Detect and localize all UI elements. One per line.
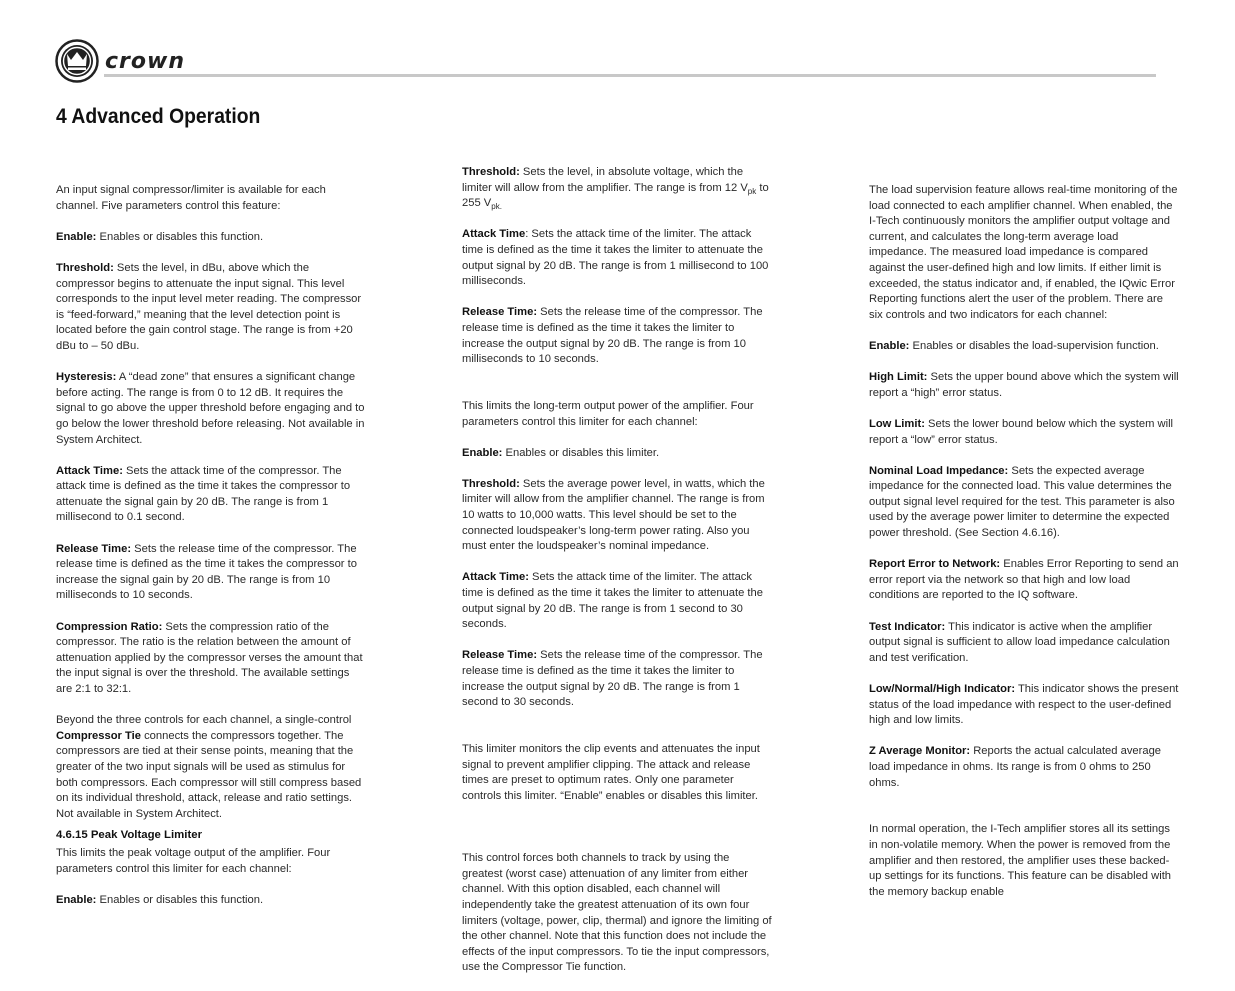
chapter-title: 4 Advanced Operation (56, 105, 261, 128)
crown-emblem-icon (55, 39, 99, 83)
peak-attack: Attack Time: Sets the attack time of the limiter. The attack time is defined as the time it takes the limiter to attenuate the output signal by 20 dB. The range is from 1 millisecond to 100 milliseconds. (462, 228, 769, 288)
load-z-average: Z Average Monitor: Reports the actual calculated average load impedance in ohms. Its range is from 0 ohms to 250 ohms. (869, 745, 1162, 789)
load-test-indicator: Test Indicator: This indicator is active when the amplifier output signal is sufficient to allow load impedance calculation and test verification. (869, 620, 1170, 664)
column-middle (462, 165, 772, 991)
brand-wordmark: crown (105, 48, 185, 74)
load-supervision-intro: The load supervision feature allows real-time monitoring of the load connected to each amplifier channel. When enabled, the I-Tech continuously monitors the amplifier output voltage and current, and calculates the long-term average load impedance. The measured load impedance is compared against the user-defined high and low limits. If either limit is exceeded, the status indicator and, if enabled, the IQwic Error Reporting functions alert the user of the problem. There are six controls and two indicators for each channel: (869, 184, 1178, 321)
column-right (869, 183, 1179, 916)
peak-voltage-enable: Enable: Enables or disables this function. (56, 893, 264, 906)
column-left (56, 183, 366, 924)
peak-voltage-heading: 4.6.15 Peak Voltage Limiter (56, 829, 203, 842)
power-release: Release Time: Sets the release time of the compressor. The release time is defined as the time it takes the limiter to increase the output signal by 20 dB. The range is from 1 second to 30 seconds. (462, 649, 763, 709)
load-enable: Enable: Enables or disables the load-supervision function. (869, 339, 1159, 352)
power-attack: Attack Time: Sets the attack time of the limiter. The attack time is defined as the time it takes the limiter to attenuate the output signal by 20 dB. The range is from 1 second to 30 seconds. (462, 571, 763, 631)
peak-threshold: Threshold: Sets the level, in absolute voltage, which the limiter will allow from the amplifier. The range is from 12 $V_{pk}$ to 255 $V_{pk.}$ (462, 166, 769, 212)
channel-track-text: This control forces both channels to track by using the greatest (worst case) attenuation of any limiter from either channel. With this option disabled, each channel will independently take the greatest attenuation of its own four limiters (voltage, power, clip, thermal) and ignore the limiting of the other channel. Note that this function does not include the effects of the input compressors. To tie the input compressors, use the Compressor Tie function. (462, 852, 772, 974)
load-high-limit: High Limit: Sets the upper bound above which the system will report a “high” error status. (869, 371, 1179, 399)
peak-release: Release Time: Sets the release time of the compressor. The release time is defined as the time it takes the limiter to increase the output signal by 20 dB. The range is from 10 milliseconds to 10 seconds. (462, 306, 763, 366)
compressor-enable: Enable: Enables or disables this function. (56, 230, 264, 243)
power-threshold: Threshold: Sets the average power level, in watts, which the limiter will allow from the amplifier channel. The range is from 10 watts to 10,000 watts. This level should be set to the connected loudspeaker’s long-term power rating. Also you must enter the loudspeaker’s nominal impedance. (462, 477, 765, 553)
compressor-tie: Beyond the three controls for each channel, a single-control Compressor Tie connects the compressors together. The compressors are tied at their sense points, meaning that the greater of the two input signals will be used as stimulus for both compressors. Each compressor will still compress based on its individual threshold, attack, release and ratio settings. Not available in System Architect. (56, 714, 362, 820)
power-limiter-intro: This limits the long-term output power of the amplifier. Four parameters control this limiter for each channel: (462, 399, 754, 428)
clip-limiter-text: This limiter monitors the clip events and attenuates the input signal to prevent amplifier clipping. The attack and release times are preset to optimum rates. Only one parameter controls this limiter. “Enable” enables or disables this limiter. (462, 742, 760, 802)
memory-backup-text: In normal operation, the I-Tech amplifier stores all its settings in non-volatile memory. When the power is removed from the amplifier and then restored, the amplifier uses these backed-up settings for its functions. This feature can be disabled with the memory backup enable (869, 823, 1172, 898)
header-rule (104, 74, 1156, 77)
load-lnh-indicator: Low/Normal/High Indicator: This indicator shows the present status of the load impedance with respect to the user-defined high and low limits. (869, 683, 1179, 727)
compressor-release: Release Time: Sets the release time of the compressor. The release time is defined as the time it takes the compressor to increase the signal gain by 20 dB. The range is from 10 milliseconds to 10 seconds. (56, 542, 357, 602)
load-low-limit: Low Limit: Sets the lower bound below which the system will report a “low” error status. (869, 417, 1174, 446)
compressor-attack: Attack Time: Sets the attack time of the compressor. The attack time is defined as the time it takes the compressor to attenuate the signal gain by 20 dB. The range is from 1 millisecond to 0.1 second. (56, 464, 351, 524)
load-nominal-impedance: Nominal Load Impedance: Sets the expected average impedance for the connected load. This value determines the output signal level required for the test. This parameter is also used by the average power limiter to determine the expected power threshold. (See Section 4.6.16). (869, 464, 1175, 540)
peak-voltage-intro: This limits the peak voltage output of the amplifier. Four parameters control this limiter for each channel: (56, 846, 331, 875)
compressor-ratio: Compression Ratio: Sets the compression ratio of the compressor. The ratio is the relation between the amount of attenuation applied by the compressor verses the amount that the input signal is over the threshold. The available settings are 2:1 to 32:1. (56, 620, 363, 695)
compressor-hysteresis: Hysteresis: A “dead zone” that ensures a significant change before acting. The range is from 0 to 12 dB. It requires the signal to go above the upper threshold before engaging and to go below the lower threshold before releasing. Not available in System Architect. (56, 371, 365, 446)
load-report-error: Report Error to Network: Enables Error Reporting to send an error report via the network so that high and low load conditions are reported to the IQ software. (869, 558, 1179, 602)
compressor-threshold: Threshold: Sets the level, in dBu, above which the compressor begins to attenuate the input signal. This level corresponds to the input level meter reading. The compressor is “feed-forward,” meaning that the level detection point is located before the gain control stage. The range is from +20 dBu to – 50 dBu. (56, 261, 362, 352)
power-enable: Enable: Enables or disables this limiter. (462, 446, 660, 459)
compressor-intro: An input signal compressor/limiter is available for each channel. Five parameters control this feature: (56, 184, 326, 212)
